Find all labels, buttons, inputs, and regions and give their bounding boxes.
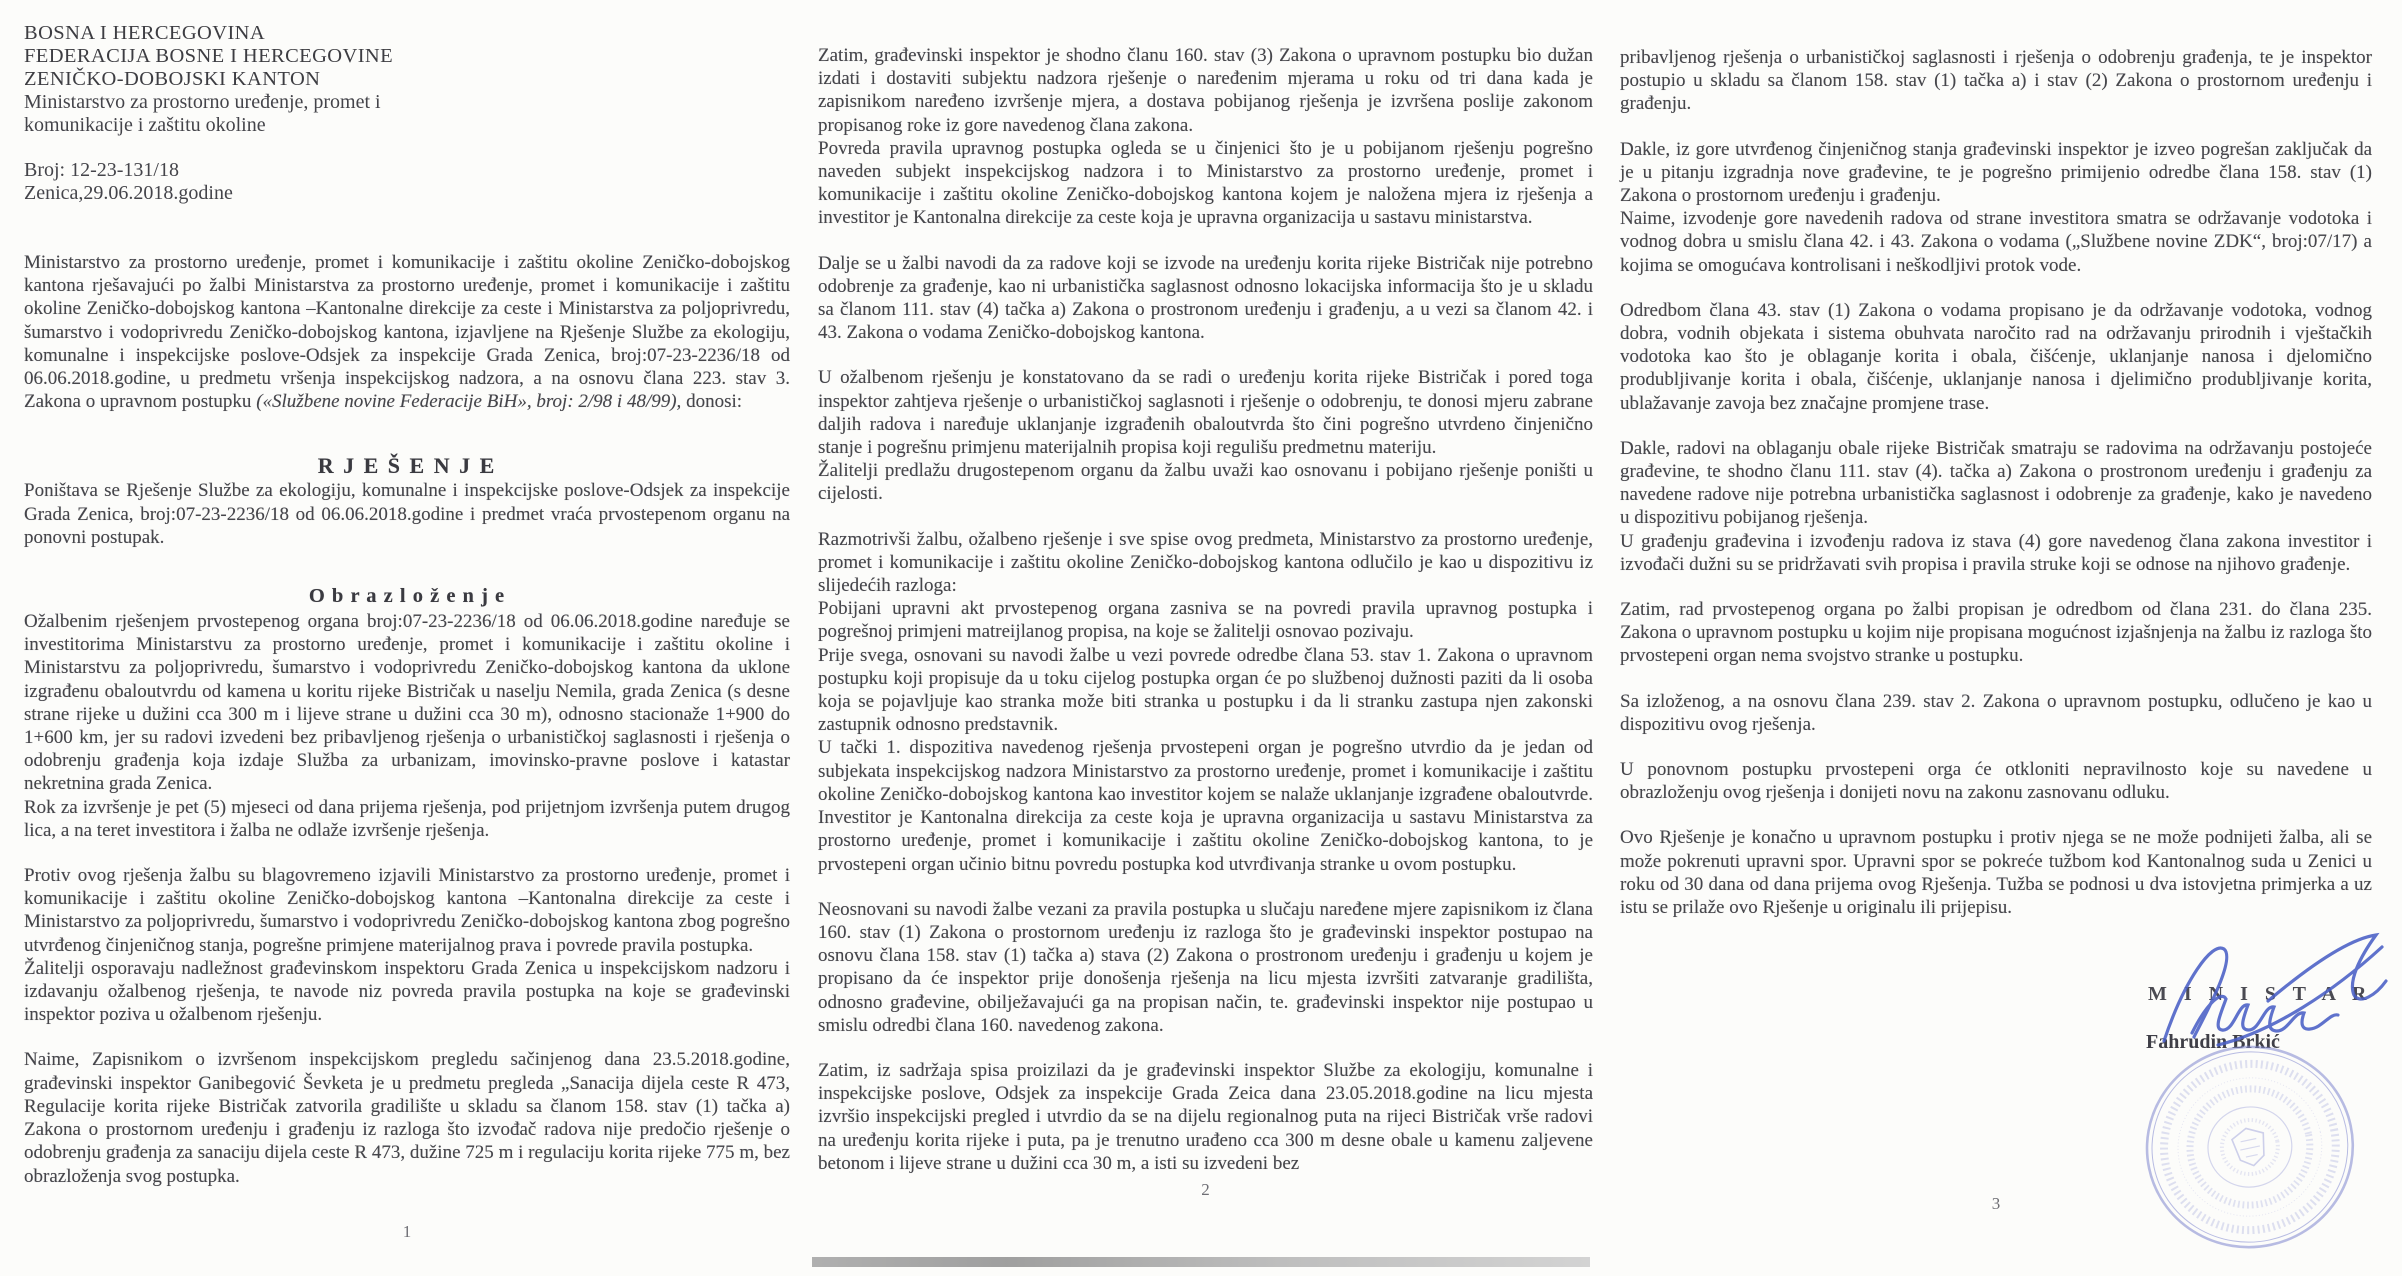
- page-number: 2: [1201, 1180, 1210, 1199]
- paragraph: Dakle, radovi na oblaganju obale rijeke Bistričak smatraju se radovima na održavanju postojeće građevine, te shodno članu 111. stav (4). tačka a) Zakona o prostronom uređenju i građenju za navedene radove nije potrebna urbanistička saglasnost i odobrenje za građenje, kako je navedeno u dispozitivu pobijanog rješenja.: [1620, 437, 2372, 529]
- letterhead: [24, 22, 790, 137]
- paragraph: Sa izloženog, a na osnovu člana 239. stav 2. Zakona o upravnom postupku, odlučeno je kao u dispozitivu ovog rješenja.: [1620, 690, 2372, 735]
- paragraph: Razmotrivši žalbu, ožalbeno rješenje i sve spise ovog predmeta, Ministarstvo za prostorno uređenje, promet i komunikacije i zaštitu okoline Zeničko-dobojskog kantona odlučilo je kao u dispozitivu iz slijedećih razloga:: [818, 528, 1593, 597]
- paragraph: Naime, Zapisnikom o izvršenom inspekcijskom pregledu sačinjenog dana 23.5.2018.godine, građevinski inspektor Ganibegović Ševketa je u predmetu pregleda „Sanacija dijela ceste R 473, Regulacije korita rijeke Bistričak zatvorila gradilište u skladu sa članom 158. stav (1) tačka a) Zakona o prostornom uređenju i građenju iz razloga što izvođač radova nije predočio rješenje o odobrenju građenja za sanaciju dijela ceste R 473, dužine 725 m i regulaciju korita rijeke 775 m, bez obrazloženja svog postupka.: [24, 1049, 790, 1187]
- letterhead-line: BOSNA I HERCEGOVINA: [24, 22, 266, 44]
- preamble-paragraph: [24, 251, 790, 413]
- page-1: [24, 22, 790, 1188]
- paragraph: U tački 1. dispozitiva navedenog rješenja prvostepeni organ je pogrešno utvrdio da je jedan od subjekata inspekcijskog nadzora Ministarstvo za prostorno uređenje, promet i komunikacije i zaštitu okoline Zeničko-dobojskog kantona kao investitor kojem se nalaže uklanjanje izgrađene obaloutvrde. Investitor je Kantonalna direkcija za ceste koja je upravna organizacija u sastavu Ministarstva za prostorno uređenje, promet i komunikacije i zaštitu okoline Zeničko-dobojskog kantona, to je prvostepeni organ učinio bitnu povredu postupka kod utvrđivanja stranke u ovom postupku.: [818, 737, 1593, 875]
- preamble-tail: donosi:: [686, 391, 743, 413]
- page-3: [1620, 46, 2372, 919]
- paragraph: Ožalbenim rješenjem prvostepenog organa broj:07-23-2236/18 od 06.06.2018.godine naređuje se investitorima Ministarstvu za prostorno uređenje, promet i komunikacije i zaštitu okoline i Ministarstvu za poljoprivredu, šumarstvo i vodoprivredu Zeničko-dobojskog kantona da uklone izgrađenu obaloutvrdu od kamena u koritu rijeke Bistričak u naselju Nemila, grada Zenica (s desne strane rijeke u dužini cca 300 m i lijeve strane u dužini cca 30 m), odnosno stacionaže 1+900 do 1+600 km, jer su radovi izvedeni bez pribavljenog rješenja o urbanističkoj saglasnosti i rješenja o odobrenju građenja koja izdaje Služba za urbanizam, imovinsko-pravne poslove i katastar nekretnina grada Zenica.: [24, 611, 790, 795]
- minister-title: M I N I S T A R: [2148, 983, 2373, 1005]
- reference-block: [24, 159, 790, 205]
- paragraph: Odredbom člana 43. stav (1) Zakona o vodama propisano je da održavanje vodotoka, vodnog dobra, vodnih objekata i sistema obuhvata naročito rad na održavanju prirodnih i vještačkih vodotoka kao što je oblaganje korita i obala, čišćenje, uklanjanje nanosa i djelomično produbljivanje korita i obala, čišćenje, uklanjanje nanosa i djelimično produbljivanje korita, ublažavanje zavoja bez značajne promjene trase.: [1620, 299, 2372, 414]
- paragraph: Zatim, građevinski inspektor je shodno članu 160. stav (3) Zakona o upravnom postupku bio dužan izdati i dostaviti subjektu nadzora rješenje o naređenim mjerama u roku od tri dana kada je zapisnikom naređeno izvršenje mjera, a dostava pobijanog rješenja je izvršena poslije zakonom propisanog roke iz gore navedenog člana zakona.: [818, 45, 1593, 136]
- paragraph: U ožalbenom rješenju je konstatovano da se radi o uređenju korita rijeke Bistričak i pored toga inspektor zahtjeva rješenje o urbanističkoj saglasnoti i rješenje o odobrenju, te donosi mjeru zabrane daljih radova i naređuje uklanjanje izgrađenih obaloutvrda što čini pogrešno utvrdeno činjenično stanje i pogrešnu primjenu materijalnih propisa koji regulišu predmetnu materiju.: [818, 367, 1593, 459]
- page-2: [818, 44, 1593, 1175]
- page-3-body: [1620, 46, 2372, 919]
- paragraph: Dakle, iz gore utvrđenog činjeničnog stanja građevinski inspektor je izveo pogrešan zaključak da je u pitanju izgradnja nove građevine, te je pogrešno primijenio odredbe člana 158. stav (1) Zakona o prostornom uređenju i građenju.: [1620, 138, 2372, 207]
- page-number: 1: [402, 1222, 412, 1241]
- paragraph: Povreda pravila upravnog postupka ogleda se u činjenici što je u pobijanom rješenju pogrešno naveden subjekt inspekcijskog nadzora i to Ministarstvo za prostorno uređenje, promet i komunikacije i zaštitu okoline Zeničko-dobojskog kantona kojem je naložena mjera iz rješenja a investitor je Kantonalna direkcije za ceste koja je upravna organizacija u sastavu ministarstva.: [818, 137, 1593, 229]
- explanation-title: O b r a z l o ž e n j e: [308, 585, 506, 608]
- paragraph: pribavljenog rješenja o urbanističkoj saglasnosti i rješenja o odobrenju građenja, te je inspektor postupio u skladu sa članom 158. stav (1) tačka a) i stav (2) Zakona o prostornom uređenju i građenju.: [1620, 47, 2372, 115]
- paragraph: Protiv ovog rješenja žalbu su blagovremeno izjavili Ministarstvo za prostorno uređenje, promet i komunikacije i zaštitu okoline Zeničko-dobojskog kantona –Kantonalna direkcije za ceste i Ministarstvo za poljoprivredu, šumarstvo i vodoprivredu Zeničko-dobojskog kantona zbog pogrešno utvrđenog činjeničnog stanja, pogrešne primjene materijalnog prava i povrede pravila postupka.: [24, 865, 790, 956]
- letterhead-line: ZENIČKO-DOBOJSKI KANTON: [24, 68, 321, 90]
- paragraph: Zatim, iz sadržaja spisa proizilazi da je građevinski inspektor Službe za ekologiju, komunalne i inspekcijske poslove, Odsjek za inspekcije Grada Zeica dana 23.05.2018.godine na licu mjesta izvršio inspekcijski pregled i utvrdio da se na dijelu regionalnog puta na rijeci Bistričak vrše radovi na uređenju korita rijeke i puta, pa je trenutno urađeno cca 300 m desne obale u kamenu zaljevene betonom i lijeve strane u dužini cca 30 m, a isti su izvedeni bez: [818, 1059, 1593, 1174]
- paragraph: U ponovnom postupku prvostepeni orga će otkloniti nepravilnosto koje su navedene u obrazloženju ovog rješenja i donijeti novu na zakonu zasnovanu odluku.: [1620, 759, 2372, 804]
- scan-edge-shadow: [812, 1257, 1590, 1267]
- reference-number: Broj: 12-23-131/18: [24, 159, 179, 181]
- paragraph: Žalitelji predlažu drugostepenom organu da žalbu uvaži kao osnovanu i pobijano rješenje poništi u cijelosti.: [818, 460, 1593, 505]
- paragraph: Naime, izvodenje gore navedenih radova od strane investitora smatra se održavanje vodotoka i vodnog dobra u smislu člana 42. i 43. Zakona o vodama („Službene novine ZDK“, broj:07/17) a kojima se omogućava kontrolisani i neškodljivi protok vode.: [1620, 208, 2372, 276]
- gazette-citation: («Službene novine Federacije BiH», broj: 2/98 i 48/99),: [256, 391, 682, 413]
- letterhead-line: komunikacije i zaštitu okoline: [24, 114, 266, 136]
- paragraph: Žalitelji osporavaju nadležnost građevinskom inspektoru Grada Zenica u inspekcijskom nadzoru i izdavanju ožalbenog rješenja, te navode niz povreda pravila postupka na koje se građevinski inspektor poziva u ožalbenom rješenju.: [24, 957, 790, 1026]
- paragraph: Neosnovani su navodi žalbe vezani za pravila postupka u slučaju naređene mjere zapisnikom iz člana 160. stav (1) Zakona o prostornom uređenju iz razloga što je građevinski inspektor postupao na osnovu člana 158. stav (1) tačka a) stava (2) Zakona o prostronom uređenju i građenju u kojem je propisano da će inspektor prije donošenja rješenja na licu mjesta izvršiti zatvaranje gradilišta, odnosno građevine, obilježavajući ga na propisan način, te. građevinski inspektor nije postupao u smislu odredbi člana 160. navedenog zakona.: [818, 898, 1593, 1036]
- page-2-body: [818, 44, 1593, 1175]
- place-and-date: Zenica,29.06.2018.godine: [24, 182, 233, 204]
- letterhead-line: FEDERACIJA BOSNE I HERCEGOVINE: [24, 45, 394, 67]
- page-1-body: [24, 610, 790, 1188]
- paragraph: Pobijani upravni akt prvostepenog organa zasniva se na povredi pravila upravnog postupka i pogrešnoj primjeni matreijlanog propisa, na koje se žalitelji osnovao pozivaju.: [818, 598, 1593, 643]
- decision-title: R J E Š E N J E: [317, 453, 497, 479]
- paragraph: Zatim, rad prvostepenog organa po žalbi propisan je odredbom od člana 231. do člana 235. Zakona o upravnom postupku u kojim nije propisana mogućnost izjašnjenja na žalbu iz razloga što prvostepeni organ nema svojstvo stranke u postupku.: [1620, 599, 2372, 667]
- paragraph: Rok za izvršenje je pet (5) mjeseci od dana prijema rješenja, pod prijetnjom izvršenja putem drugog lica, a na teret investitora i žalba ne odlaže izvršenje rješenja.: [24, 796, 790, 841]
- preamble-text: Ministarstvo za prostorno uređenje, promet i komunikacije i zaštitu okoline Zeničko-dobojskog kantona rješavajući po žalbi Ministarstva za prostorno uređenje, promet i komunikacije i zaštitu okoline Zeničko-dobojskog kantona –Kantonalne direkcije za ceste i Ministarstva za poljoprivredu, šumarstvo i vodoprivredu Zeničko-dobojskog kantona, izjavljene na Rješenje Službe za ekologiju, komunalne i inspekcijske poslove-Odsjek za inspekcije Grada Zenica, broj:07-23-2236/18 od 06.06.2018.godine, u predmetu vršenja inspekcijskog nadzora, a na osnovu člana 223. stav 3. Zakona o upravnom postupku: [24, 252, 790, 413]
- paragraph: U građenju građevina i izvođenju radova iz stava (4) gore navedenog člana zakona investitor i izvođači dužni su se pridržavati svih propisa i pravila struke koji se odnose na njihovo građenje.: [1620, 530, 2372, 575]
- decision-dispositive: Poništava se Rješenje Službe za ekologiju, komunalne i inspekcijske poslove-Odsjek za inspekcije Grada Zenica, broj:07-23-2236/18 od 06.06.2018.godine i predmet vraća prvostepenom organu na ponovni postupak.: [24, 480, 790, 548]
- letterhead-line: Ministarstvo za prostorno uređenje, promet i: [24, 91, 381, 113]
- official-round-stamp-icon: [2120, 1019, 2380, 1275]
- minister-name: Fahrudin Brkić: [2146, 1031, 2280, 1053]
- paragraph: Ovo Rješenje je konačno u upravnom postupku i protiv njega se ne može podnijeti žalba, ali se može pokrenuti upravni spor. Upravni spor se pokreće tužbom kod Kantonalnog suda u Zenici u roku od 30 dana od dana prijema ovog Rješenja. Tužba se podnosi u dva istovjetna primjerka a uz istu se prilaže ovo Rješenje u originalu ili prijepisu.: [1620, 827, 2372, 919]
- paragraph: Dalje se u žalbi navodi da za radove koji se izvode na uređenju korita rijeke Bistričak nije potrebno odobrenje za građenje, kao ni urbanistička saglasnost odnosno lokacijska informacija što je u skladu sa članom 111. stav (4) tačka a) Zakona o prostronom uređenju i građenju, a u vezi sa članom 42. i 43. Zakona o vodama Zeničko-dobojskog kantona.: [818, 252, 1593, 344]
- page-number: 3: [1991, 1194, 2001, 1213]
- paragraph: Prije svega, osnovani su navodi žalbe u vezi povrede odredbe člana 53. stav 1. Zakona o upravnom postupku koji propisuje da u toku cijelog postupka organ će po službenoj dužnosti paziti da li osoba koja se pojavljuje kao stranka može biti stranka u postupku i da li stranku zastupa njen zakonski zastupnik odnosno predstavnik.: [818, 644, 1593, 736]
